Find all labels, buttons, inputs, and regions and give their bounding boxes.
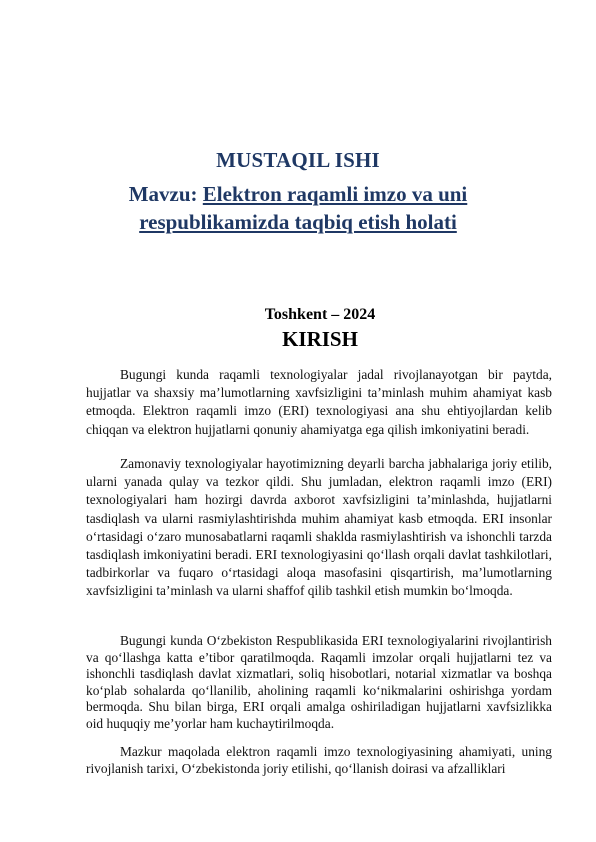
- document-title: MUSTAQIL ISHI: [216, 148, 380, 172]
- document-subject: [60, 180, 536, 236]
- city-year: Toshkent – 2024: [264, 306, 376, 323]
- paragraph-1: Bugungi kunda raqamli texnologiyalar jadal rivojlanayotgan bir paytda, hujjatlar va shaxsiy ma’lumotlarning xavfsizligini ta’minlash muhim ahamiyat kasb etmoqda. Elektron raqamli imzo (ERI) texnologiyasi ana shu ehtiyojlardan kelib chiqqan va elektron hujjatlarni qonuniy ahamiyatga ega qilish imkoniyatini beradi.: [86, 367, 552, 437]
- paragraph-3: Bugungi kunda O‘zbekiston Respublikasida ERI texnologiyalarini rivojlantirish va qo‘llashga katta e’tibor qaratilmoqda. Raqamli imzolar orqali hujjatlarni tez va ishonchli tasdiqlash davlat xizmatlari, soliq hisobotlari, notarial xizmatlar va boshqa ko‘plab sohalarda qo‘llanilib, aholining raqamli ko‘nikmalarini oshirishga yordam bermoqda. Shu bilan birga, ERI orqali amalga oshiriladigan hujjatlarni xavfsizlikka oid huquqiy me’yorlar ham kuchaytirilmoqda.: [86, 633, 552, 731]
- subject-topic: Elektron raqamli imzo va uni respublikamizda taqbiq etish holati: [139, 182, 468, 234]
- paragraph-4: Mazkur maqolada elektron raqamli imzo texnologiyasining ahamiyati, uning rivojlanish tarixi, O‘zbekistonda joriy etilishi, qo‘llanish doirasi va afzalliklari: [86, 744, 552, 776]
- paragraph-2: Zamonaviy texnologiyalar hayotimizning deyarli barcha jabhalariga joriy etilib, ularni yanada qulay va tezkor qildi. Shu jumladan, elektron raqamli imzo (ERI) texnologiyalari ham hozirgi davrda axborot xavfsizligini ta’minlashda, hujjatlarni tasdiqlash va ularni rasmiylashtirishda muhim ahamiyat kasb etmoqda. ERI insonlar o‘rtasidagi o‘zaro munosabatlarni raqamli shaklda rasmiylashtirish va ishonchli tarzda tasdiqlash imkoniyatini beradi. ERI texnologiyasini qo‘llash orqali davlat tashkilotlari, tadbirkorlar va fuqaro o‘rtasidagi aloqa masofasini qisqartirish, ma’lumotlarning xavfsizligini ta’minlash va ularni shaffof qilib tashkil etish mumkin bo‘lmoqda.: [86, 456, 552, 599]
- section-heading: KIRISH: [282, 327, 358, 351]
- subject-prefix: Mavzu:: [128, 182, 203, 206]
